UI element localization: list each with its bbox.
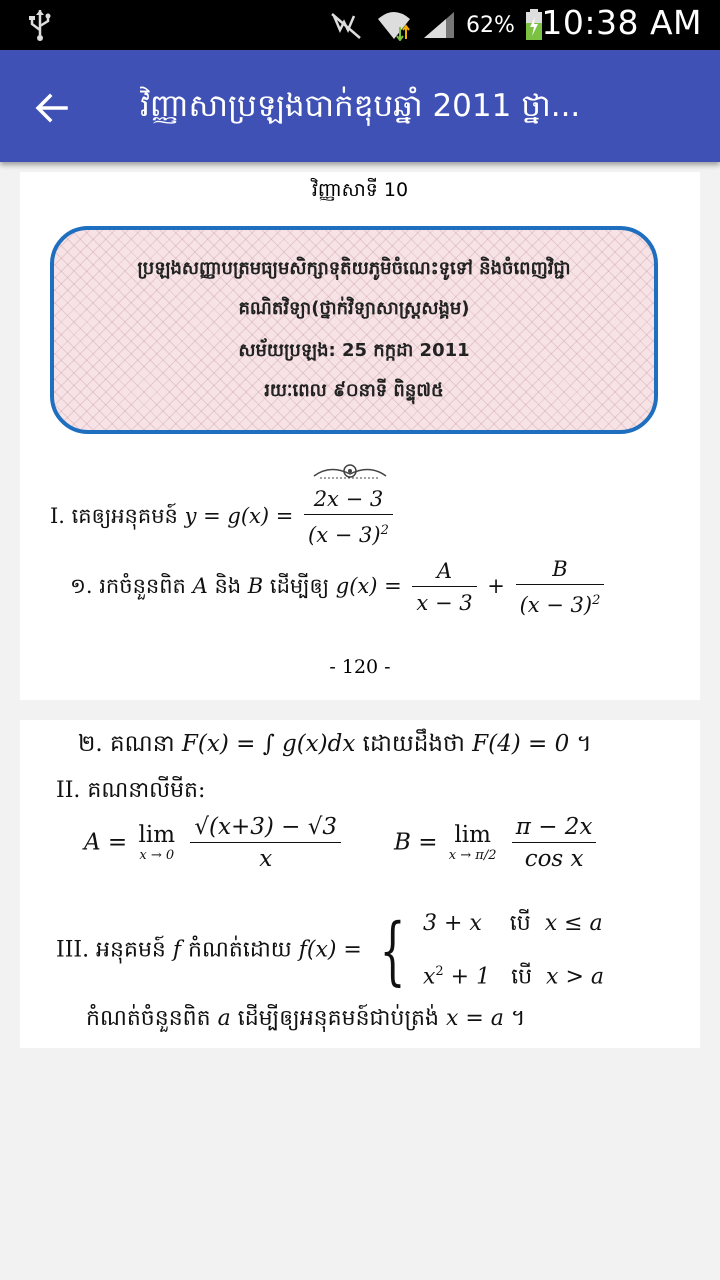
limit-b-operator: lim x → π/2 bbox=[448, 821, 497, 863]
back-button[interactable] bbox=[24, 80, 80, 136]
document-page-1 bbox=[20, 172, 700, 700]
question-1a-fraction-b: $\frac{B}{(x - 3)^2}$ bbox=[516, 554, 605, 621]
question-1-lhs: y = g(x) = bbox=[184, 504, 294, 528]
app-bar-title: វិញ្ញាសាប្រឡងបាក់ឌុបឆ្នាំ 2011 ថ្នា... bbox=[140, 88, 581, 124]
page-number: - 120 - bbox=[329, 656, 391, 678]
question-1a-label: ១. រកចំនួនពិត bbox=[70, 574, 186, 598]
question-1-denominator: $(x - 3)^2$ bbox=[308, 523, 389, 547]
question-1-fraction bbox=[304, 484, 393, 551]
limit-a: A = lim x → 0 $\frac{√(x+3) - √3}{x}$ bbox=[84, 812, 345, 875]
question-1a-fraction-a: $\frac{A}{x - 3}$ bbox=[412, 556, 476, 619]
question-1-numerator: 2x − 3 bbox=[304, 484, 393, 515]
piecewise-cases: 3 + x បើ x ≤ a $x^2 + 1$ បើ x > a bbox=[422, 911, 604, 990]
exam-info-box bbox=[50, 226, 658, 434]
usb-icon bbox=[26, 8, 54, 42]
document-page-2 bbox=[20, 720, 700, 1048]
question-1a: ១. រកចំនួនពិត A និង B ដើម្បីឲ្យ g(x) = $\frac{A}{x - 3}$ + $\frac{B}{(x - 3)^2}$ bbox=[70, 554, 608, 621]
limit-a-operator: lim x → 0 bbox=[138, 821, 176, 863]
exam-duration-line: រយៈពេល ៩០នាទី ពិន្ទុ៧៥ bbox=[264, 380, 444, 401]
clock: 10:38 AM bbox=[541, 3, 702, 42]
question-1 bbox=[50, 484, 397, 551]
subject-heading: វិញ្ញាសាទី 10 bbox=[311, 179, 409, 201]
exam-date-line: សម័យប្រឡង: 25 កក្កដា 2011 bbox=[238, 340, 470, 361]
wifi-icon bbox=[376, 9, 412, 41]
final-question: កំណត់ចំនួនពិត a ដើម្បីឲ្យអនុគមន៍ជាប់ត្រង់ x = a ។ bbox=[86, 1006, 526, 1031]
limit-b: B = lim x → π/2 $\frac{\pi - 2x}{\text{cos x}}$ bbox=[394, 812, 600, 875]
signal-icon bbox=[422, 10, 456, 40]
section-3: III. អនុគមន៍ f កំណត់ដោយ f(x) = { 3 + x បើ x ≤ a $x^2 + 1$ បើ x > a bbox=[56, 900, 604, 1001]
mute-icon bbox=[330, 10, 366, 40]
exam-title-line: ប្រឡងសញ្ញាបត្រមធ្យមសិក្សាទុតិយភូមិចំណេះទូទៅ និងចំពេញវិជ្ជា bbox=[137, 258, 571, 279]
battery-percent: 62% bbox=[466, 12, 515, 38]
status-bar bbox=[0, 0, 720, 50]
question-2: ២. គណនា F(x) = ∫ g(x)dx ដោយដឹងថា F(4) = 0 ។ bbox=[78, 731, 592, 757]
battery-icon bbox=[525, 9, 543, 41]
ornament-icon bbox=[310, 462, 390, 482]
section-2-label: II. គណនាលីមីត: bbox=[56, 778, 206, 803]
app-bar bbox=[0, 50, 720, 162]
question-1-label: I. គេឲ្យអនុគមន៍ bbox=[50, 504, 178, 528]
exam-subject-line: គណិតវិទ្យា(ថ្នាក់វិទ្យាសាស្ត្រសង្គម) bbox=[238, 298, 470, 319]
arrow-back-icon bbox=[34, 90, 70, 126]
piecewise-brace: { bbox=[379, 907, 406, 994]
